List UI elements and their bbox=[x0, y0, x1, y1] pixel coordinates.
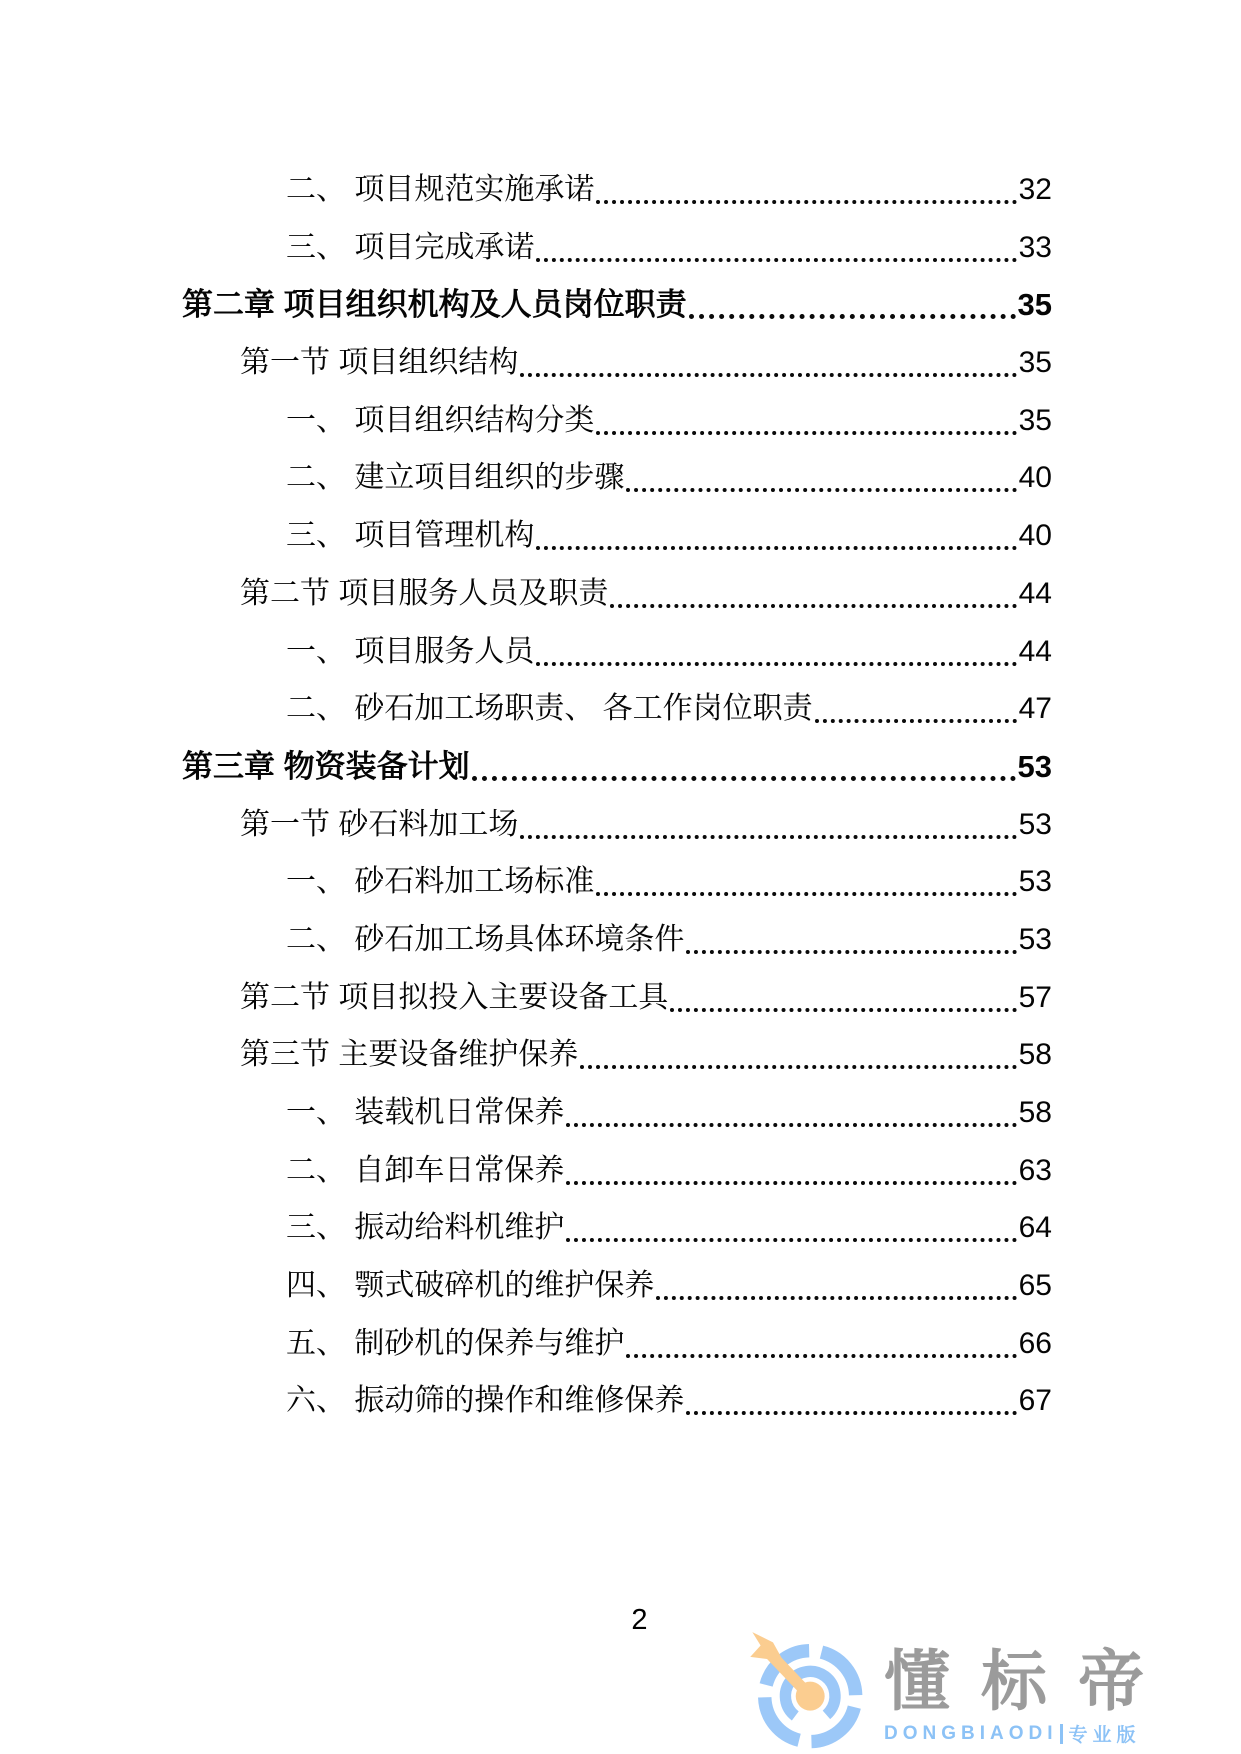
toc-entry-label: 二、 项目规范实施承诺 bbox=[286, 173, 595, 206]
toc-entry-label: 一、 装载机日常保养 bbox=[286, 1096, 565, 1129]
toc-entry[interactable] bbox=[182, 1257, 1052, 1315]
brand-latin-name: DONGBIAODI bbox=[884, 1722, 1058, 1744]
dot-leader bbox=[536, 546, 1016, 550]
toc-entry[interactable] bbox=[182, 392, 1052, 450]
toc-entry-page-number: 35 bbox=[1018, 346, 1052, 380]
toc-entry-page-number: 57 bbox=[1018, 980, 1052, 1014]
target-arrow-logo-icon bbox=[742, 1630, 866, 1754]
dot-leader bbox=[520, 373, 1016, 377]
toc-entry[interactable] bbox=[182, 1199, 1052, 1257]
toc-entry-page-number: 35 bbox=[1018, 403, 1052, 437]
toc-entry-label: 第一节 砂石料加工场 bbox=[240, 807, 519, 841]
toc-entry-page-number: 53 bbox=[1018, 865, 1052, 899]
toc-entry[interactable] bbox=[182, 334, 1052, 392]
toc-entry-page-number: 58 bbox=[1018, 1038, 1052, 1072]
toc-entry[interactable] bbox=[182, 796, 1052, 854]
toc-entry-label: 四、 颚式破碎机的维护保养 bbox=[286, 1269, 655, 1303]
table-of-contents bbox=[182, 161, 1052, 1430]
toc-entry[interactable] bbox=[182, 1315, 1052, 1373]
dot-leader bbox=[596, 431, 1016, 435]
toc-entry[interactable] bbox=[182, 161, 1052, 219]
toc-entry[interactable] bbox=[182, 1372, 1052, 1430]
toc-entry[interactable] bbox=[182, 969, 1052, 1027]
dot-leader bbox=[596, 200, 1016, 204]
toc-entry-page-number: 67 bbox=[1018, 1384, 1052, 1418]
toc-entry-label: 第二章 项目组织机构及人员岗位职责 bbox=[182, 287, 687, 323]
toc-entry-label: 六、 振动筛的操作和维修保养 bbox=[286, 1384, 685, 1418]
divider-bar bbox=[1060, 1724, 1063, 1744]
dot-leader bbox=[566, 1123, 1016, 1127]
toc-entry-page-number: 40 bbox=[1018, 519, 1052, 553]
dot-leader bbox=[686, 1411, 1016, 1415]
dot-leader bbox=[472, 776, 1016, 781]
toc-entry-label: 一、 砂石料加工场标准 bbox=[286, 865, 595, 899]
dot-leader bbox=[626, 1354, 1016, 1358]
toc-entry[interactable] bbox=[182, 219, 1052, 277]
dot-leader bbox=[566, 1238, 1016, 1242]
toc-entry-page-number: 44 bbox=[1018, 634, 1052, 668]
dot-leader bbox=[520, 835, 1016, 839]
toc-entry-label: 第二节 项目拟投入主要设备工具 bbox=[240, 980, 669, 1014]
toc-entry-page-number: 53 bbox=[1018, 807, 1052, 841]
dot-leader bbox=[626, 488, 1016, 492]
dot-leader bbox=[689, 314, 1016, 319]
dot-leader bbox=[670, 1008, 1016, 1012]
toc-entry[interactable] bbox=[182, 565, 1052, 623]
toc-entry[interactable] bbox=[182, 449, 1052, 507]
dot-leader bbox=[656, 1296, 1016, 1300]
brand-edition: 专业版 bbox=[1068, 1725, 1141, 1746]
toc-entry[interactable] bbox=[182, 680, 1052, 738]
toc-entry[interactable] bbox=[182, 738, 1052, 796]
toc-entry-page-number: 40 bbox=[1018, 461, 1052, 495]
toc-entry[interactable] bbox=[182, 911, 1052, 969]
dot-leader bbox=[566, 1181, 1016, 1185]
toc-entry-label: 二、 建立项目组织的步骤 bbox=[286, 461, 625, 495]
toc-entry-label: 二、 砂石加工场职责、 各工作岗位职责 bbox=[286, 692, 813, 726]
toc-entry-label: 第一节 项目组织结构 bbox=[240, 346, 519, 380]
toc-entry-label: 三、 振动给料机维护 bbox=[286, 1211, 565, 1245]
dot-leader bbox=[536, 258, 1016, 262]
toc-entry-page-number: 64 bbox=[1018, 1211, 1052, 1245]
toc-entry-label: 第三章 物资装备计划 bbox=[182, 748, 470, 784]
toc-entry-page-number: 53 bbox=[1017, 748, 1052, 784]
dot-leader bbox=[610, 604, 1016, 608]
toc-entry-page-number: 47 bbox=[1018, 692, 1052, 726]
toc-entry-page-number: 66 bbox=[1018, 1326, 1052, 1360]
toc-entry-label: 一、 项目组织结构分类 bbox=[286, 403, 595, 437]
toc-entry-page-number: 53 bbox=[1018, 922, 1052, 956]
toc-entry-label: 三、 项目管理机构 bbox=[286, 519, 535, 553]
toc-entry[interactable] bbox=[182, 1142, 1052, 1200]
toc-entry-page-number: 35 bbox=[1017, 287, 1052, 323]
dot-leader bbox=[580, 1065, 1016, 1069]
toc-entry[interactable] bbox=[182, 507, 1052, 565]
dot-leader bbox=[536, 662, 1016, 666]
toc-entry-page-number: 33 bbox=[1018, 230, 1052, 264]
toc-entry-page-number: 65 bbox=[1018, 1269, 1052, 1303]
toc-entry-page-number: 63 bbox=[1018, 1153, 1052, 1187]
toc-entry-label: 二、 砂石加工场具体环境条件 bbox=[286, 922, 685, 956]
toc-entry-label: 五、 制砂机的保养与维护 bbox=[286, 1326, 625, 1360]
page-number: 2 bbox=[631, 1604, 648, 1636]
toc-entry[interactable] bbox=[182, 623, 1052, 681]
dot-leader bbox=[596, 892, 1016, 896]
toc-entry-label: 第三节 主要设备维护保养 bbox=[240, 1038, 579, 1072]
toc-entry[interactable] bbox=[182, 1084, 1052, 1142]
dot-leader bbox=[686, 950, 1016, 954]
brand-text-block bbox=[884, 1630, 1175, 1747]
toc-entry-page-number: 44 bbox=[1018, 576, 1052, 610]
toc-entry[interactable] bbox=[182, 853, 1052, 911]
toc-entry-page-number: 32 bbox=[1018, 173, 1052, 206]
dot-leader bbox=[815, 719, 1017, 723]
toc-entry-label: 第二节 项目服务人员及职责 bbox=[240, 576, 609, 610]
toc-entry-page-number: 58 bbox=[1018, 1096, 1052, 1129]
toc-entry-label: 二、 自卸车日常保养 bbox=[286, 1153, 565, 1187]
brand-subtitle bbox=[884, 1720, 1175, 1747]
toc-entry[interactable] bbox=[182, 1026, 1052, 1084]
toc-entry-label: 一、 项目服务人员 bbox=[286, 634, 535, 668]
brand-name: 懂标帝 bbox=[884, 1644, 1175, 1718]
brand-watermark bbox=[742, 1630, 1175, 1754]
toc-entry-label: 三、 项目完成承诺 bbox=[286, 230, 535, 264]
toc-entry[interactable] bbox=[182, 276, 1052, 334]
